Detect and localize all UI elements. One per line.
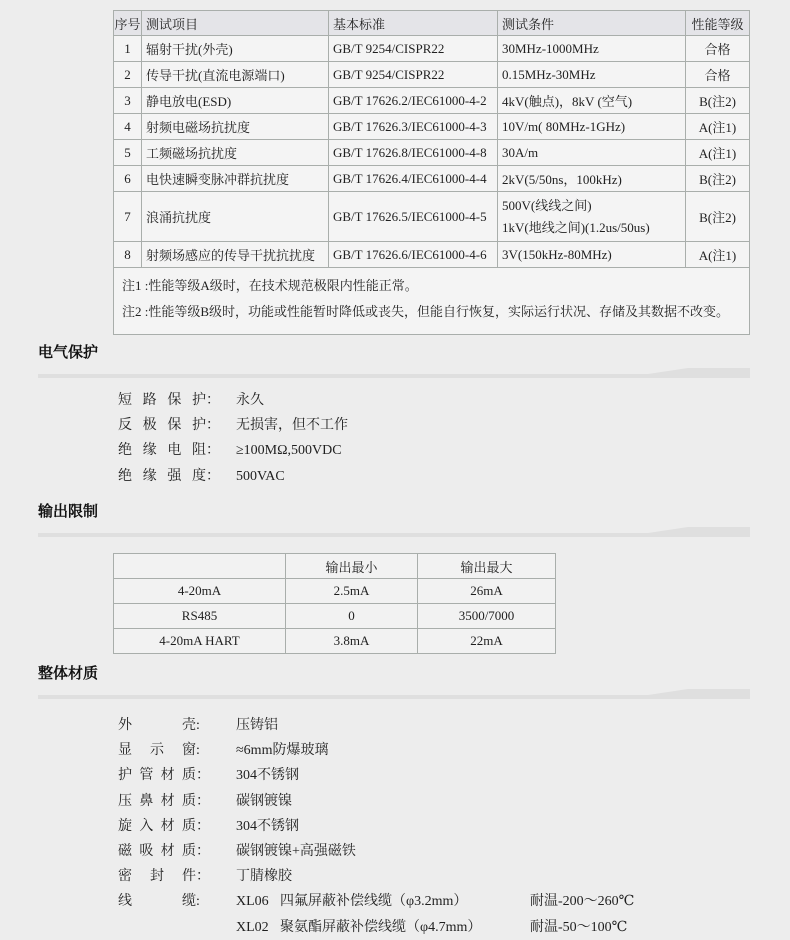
- cell-grade: A(注1): [686, 140, 750, 166]
- cell-standard: GB/T 17626.6/IEC61000-4-6: [329, 242, 498, 268]
- cell-no: 5: [114, 140, 142, 166]
- spec-colon: ：: [206, 443, 220, 459]
- cell-item: 传导干扰(直流电源端口): [142, 62, 329, 88]
- cell-item: 工频磁场抗扰度: [142, 140, 329, 166]
- materials-spec-list: [118, 713, 750, 940]
- spec-row: [118, 839, 750, 864]
- spec-value: 500VAC: [236, 468, 285, 484]
- emc-test-table: [113, 10, 750, 335]
- spec-label: 压鼻材质: [118, 793, 196, 809]
- cell-item: 辐射干扰(外壳): [142, 36, 329, 62]
- cell-standard: GB/T 9254/CISPR22: [329, 36, 498, 62]
- cell-no: 8: [114, 242, 142, 268]
- cell-no: 2: [114, 62, 142, 88]
- cable-row: [118, 889, 750, 914]
- section-divider: [38, 689, 750, 699]
- spec-colon: :: [196, 718, 200, 733]
- spec-colon: ：: [206, 468, 220, 484]
- cable-row: [118, 915, 750, 940]
- spec-label-blank: [118, 915, 196, 940]
- cell-output-min: 3.8mA: [286, 629, 418, 654]
- spec-value: 碳钢镀镍: [236, 793, 292, 809]
- spec-colon: ：: [196, 793, 210, 809]
- cell-output-type: RS485: [114, 604, 286, 629]
- spec-colon: ：: [206, 418, 220, 434]
- table-row: [114, 242, 750, 268]
- cell-no: 1: [114, 36, 142, 62]
- cell-condition: 2kV(5/50ns，100kHz): [498, 166, 686, 192]
- spec-value: 丁腈橡胶: [236, 869, 292, 885]
- section-title: 输出限制: [38, 504, 99, 520]
- cell-standard: GB/T 9254/CISPR22: [329, 62, 498, 88]
- spec-row: [118, 413, 750, 438]
- note-1: 注1 :性能等级A级时，在技术规范极限内性能正常。: [122, 278, 418, 293]
- condition-line-2: 1kV(地线之间)(1.2us/50us): [502, 219, 650, 235]
- spec-colon: ：: [196, 869, 210, 885]
- spec-colon: ：: [196, 768, 210, 784]
- output-header-row: [114, 554, 556, 579]
- cell-condition: 0.15MHz-30MHz: [498, 62, 686, 88]
- spec-value: 压铸铝: [236, 718, 278, 733]
- cell-output-min: 0: [286, 604, 418, 629]
- condition-line-1: 500V(线线之间): [502, 197, 592, 213]
- cell-condition: 4kV(触点)，8kV (空气): [498, 88, 686, 114]
- cell-standard: GB/T 17626.3/IEC61000-4-3: [329, 114, 498, 140]
- spec-label: 显示窗: [118, 743, 196, 759]
- cell-output-type: 4-20mA: [114, 579, 286, 604]
- spec-label: 外壳: [118, 718, 196, 733]
- spec-label: 绝缘强度: [118, 468, 206, 484]
- cell-grade: A(注1): [686, 242, 750, 268]
- emc-header-row: [114, 11, 750, 36]
- cell-grade: B(注2): [686, 88, 750, 114]
- spec-row: [118, 438, 750, 463]
- cell-standard: GB/T 17626.2/IEC61000-4-2: [329, 88, 498, 114]
- cable-temp-range: 耐温-50～100℃: [530, 919, 628, 935]
- spec-row: [118, 864, 750, 889]
- spec-colon: :: [196, 894, 200, 910]
- section-materials: [38, 665, 750, 940]
- col-header-max: 输出最大: [418, 554, 556, 579]
- cell-item: 射频场感应的传导干扰抗扰度: [142, 242, 329, 268]
- spec-row: [118, 388, 750, 413]
- output-limit-table: [113, 553, 556, 654]
- section-title: 整体材质: [38, 666, 99, 682]
- cell-grade: B(注2): [686, 166, 750, 192]
- table-row: [114, 36, 750, 62]
- spec-row: [118, 789, 750, 814]
- cell-standard: GB/T 17626.5/IEC61000-4-5: [329, 192, 498, 242]
- cell-grade: A(注1): [686, 114, 750, 140]
- table-row: [114, 140, 750, 166]
- spec-label: 线缆: [118, 894, 196, 910]
- cable-temp-range: 耐温-200～260℃: [530, 894, 635, 910]
- cell-no: 6: [114, 166, 142, 192]
- cable-code: XL02: [236, 919, 269, 935]
- spec-value: 304不锈钢: [236, 818, 299, 834]
- section-electrical-protection: [38, 344, 750, 489]
- cell-grade: 合格: [686, 36, 750, 62]
- cell-condition: 3V(150kHz-80MHz): [498, 242, 686, 268]
- cell-grade: 合格: [686, 62, 750, 88]
- table-notes-row: [114, 268, 750, 335]
- spec-row: [118, 738, 750, 763]
- col-header-min: 输出最小: [286, 554, 418, 579]
- cell-condition: 10V/m( 80MHz-1GHz): [498, 114, 686, 140]
- spec-row: [118, 464, 750, 489]
- spec-label: 短路保护: [118, 393, 206, 408]
- cell-condition: 30MHz-1000MHz: [498, 36, 686, 62]
- spec-label: 密封件: [118, 869, 196, 885]
- spec-row: [118, 763, 750, 788]
- cable-code: XL06: [236, 894, 269, 910]
- spec-value: 304不锈钢: [236, 768, 299, 784]
- spec-value: 无损害，但不工作: [236, 418, 348, 434]
- spec-value: 碳钢镀镍+高强磁铁: [236, 844, 356, 860]
- col-header-item: 测试项目: [142, 11, 329, 36]
- cell-condition: [498, 192, 686, 242]
- section-title: 电气保护: [38, 345, 99, 361]
- electrical-spec-list: [118, 388, 750, 489]
- notes-cell: [114, 268, 750, 335]
- cell-condition: 30A/m: [498, 140, 686, 166]
- spec-value: 永久: [236, 393, 264, 408]
- spec-label: 护管材质: [118, 768, 196, 784]
- spec-row: [118, 713, 750, 738]
- spec-label: 磁吸材质: [118, 844, 196, 860]
- section-divider: [38, 527, 750, 537]
- table-row: [114, 192, 750, 242]
- table-row: [114, 166, 750, 192]
- cell-item: 浪涌抗扰度: [142, 192, 329, 242]
- cell-output-type: 4-20mA HART: [114, 629, 286, 654]
- table-row: [114, 604, 556, 629]
- spec-value: ≈6mm防爆玻璃: [236, 743, 329, 759]
- cell-item: 静电放电(ESD): [142, 88, 329, 114]
- spec-colon: ：: [196, 844, 210, 860]
- cell-output-max: 26mA: [418, 579, 556, 604]
- col-header-condition: 测试条件: [498, 11, 686, 36]
- table-row: [114, 62, 750, 88]
- col-header-standard: 基本标准: [329, 11, 498, 36]
- table-row: [114, 114, 750, 140]
- cable-description: 聚氨酯屏蔽补偿线缆（φ4.7mm）: [280, 919, 482, 935]
- cell-no: 3: [114, 88, 142, 114]
- table-row: [114, 629, 556, 654]
- cell-output-max: 3500/7000: [418, 604, 556, 629]
- section-divider: [38, 368, 750, 378]
- spec-label: 绝缘电阻: [118, 443, 206, 459]
- note-2: 注2 :性能等级B级时，功能或性能暂时降低或丧失，但能自行恢复，实际运行状况、存储及其数据不改变。: [122, 304, 730, 319]
- col-header-no: 序号: [114, 11, 142, 36]
- cell-output-max: 22mA: [418, 629, 556, 654]
- spec-label: 反极保护: [118, 418, 206, 434]
- cell-standard: GB/T 17626.4/IEC61000-4-4: [329, 166, 498, 192]
- spec-colon: ：: [196, 818, 210, 834]
- cell-grade: B(注2): [686, 192, 750, 242]
- spec-colon: ：: [206, 393, 220, 408]
- spec-label: 旋入材质: [118, 818, 196, 834]
- spec-colon-blank: [196, 915, 216, 940]
- cell-item: 射频电磁场抗扰度: [142, 114, 329, 140]
- spec-value: ≥100MΩ,500VDC: [236, 443, 342, 459]
- cell-standard: GB/T 17626.8/IEC61000-4-8: [329, 140, 498, 166]
- cell-item: 电快速瞬变脉冲群抗扰度: [142, 166, 329, 192]
- cell-output-min: 2.5mA: [286, 579, 418, 604]
- cable-description: 四氟屏蔽补偿线缆（φ3.2mm）: [280, 894, 468, 910]
- section-output-limit: [38, 503, 750, 654]
- spec-row: [118, 814, 750, 839]
- table-row: [114, 88, 750, 114]
- col-header-blank: [114, 554, 286, 579]
- table-row: [114, 579, 556, 604]
- spec-colon: :: [196, 743, 200, 759]
- col-header-grade: 性能等级: [686, 11, 750, 36]
- cell-no: 7: [114, 192, 142, 242]
- cell-no: 4: [114, 114, 142, 140]
